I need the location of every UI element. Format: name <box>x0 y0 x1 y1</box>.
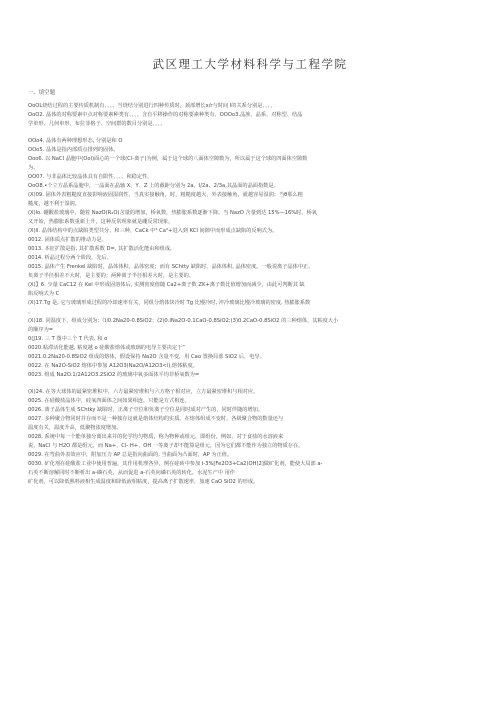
section-heading: 一、填空题 <box>28 90 55 96</box>
text-line: OO07. 与非晶体比较晶体具有自限性、、、、和稳定性。 <box>28 174 153 180</box>
text-line: 0028. 系统中每一个能单独分离出来并的化学均匀物质，称为物种或组元，即组份。例如，对于食盐的水溶液来 <box>28 434 284 440</box>
text-line: 0027. 多种聚合物同时并存而不是一种独存这就是熔体结构的实质。在熔体组成不变时，各级聚合物的数量还与 <box>28 416 284 422</box>
text-line: 陷反响式为 C <box>28 291 60 297</box>
text-line: 为。 <box>28 165 39 171</box>
text-line: 0015. 晶体产生 Frenkel 缺陷时，晶体体积，晶体密度；而有 SChtty 缺陷时，晶体体积, 晶体密度。一般说离子晶体中正、 <box>28 264 314 270</box>
text-line: 。 <box>28 309 34 315</box>
text-line: (X)】6. 少量 CaC12 在 Kel 中形成固溶体后, 实测密度值随 Ca2+离子数 ZK+离子数比值增加而减少，由此可判断其 缺 <box>28 282 305 288</box>
text-line: 0030. 矿化剂在硅酸盐工业中使用普遍，其作用机理各异，例在硅砖中参加 I-3%[Fe2O3+Ca2(OH)2]做矿化剂，能使大局部 a- <box>28 461 323 467</box>
text-line: 又开始，热膨胀系数重新上升，这种反常现象就是硼反常现象。 <box>28 219 174 225</box>
text-line: 0029. 在弯曲外表效应中，附加压力 AP 总是指向曲面的, 当曲面为凸面时，AP 为正值。 <box>28 452 233 458</box>
text-line: OOo4. 晶体有两种理想形态, 分别是和 O <box>28 138 123 144</box>
text-line: OoOL烧结过程的主要传质机制有、、、、当烧结分别进行四种传质时，颈部增长x/r与时间 I的关系分别是、、、、 <box>28 103 276 109</box>
text-line: OoO2. 晶体的对称要素中点对称要素种类有、、、、含有平移操作的对称要素种类有、OOOo3.晶族、晶系、对称型、结晶 <box>28 112 303 118</box>
paragraph-gap <box>28 380 472 388</box>
text-line: 0014. 析晶过程分两个阶段，先后。 <box>28 255 112 261</box>
text-line: 0(J19. 三 T 图中三个 T 代表, 和 o <box>28 336 108 342</box>
text-line: 温度有关，温度升高，低聚物浓度增加。 <box>28 425 122 431</box>
text-line: (X)lo. 硼酸盐玻璃中，随着 NazO(R₂O)含量的增加，桥氧数，热膨胀系数逐渐下降。当 NazO 含量到达 15%—16%时，桥氧 <box>28 210 317 216</box>
text-line: Ooo6. 以 NaCI 晶胞中(Ool)面心的一个球(Cl-离子)为例，属于这个球的八面体空隙数为，所以属于这个球的四面体空隙数 <box>28 156 308 162</box>
text-line: (X)18. 同温度下，组成分别为：⑴0.2Na20-0.8SiO2；(2)0.INa2O-0.1CaO-0.8SiO2;(3)0.2CaO-0.8SiO2 的三种熔体，其粘度大小 <box>28 318 339 324</box>
text-line: 说，NaCl 与 H2O 都是组元，而 Na+、Cl- H+、OH 一等离子却不能算是组元，因为它们都不能作为独立的物质存在。 <box>28 443 304 449</box>
text-line: 0021.0.2Na20-0.8SiO2 组成的熔体，假设保持 Na2O 含量不变，用 Cao 置换局部 SiO2 后，电导。 <box>28 354 265 360</box>
text-line: (X)24. 在等大球体的最紧密堆积中，六方最紧密堆积与六方格子相对应，立方最紧密堆积与相对应。 <box>28 389 259 395</box>
text-line: 糙度，越不利于湿润。 <box>28 201 80 207</box>
text-line: 0022. 在 Na2O-SiO2 熔体中参加 A12O3(Na2O/A12O3<l),熔体粘度。 <box>28 363 198 369</box>
text-line: (X)17.Tg 是, 它与玻璃形成过程的冷却速率有关，同组分熔体快冷时 Tg 比慢冷时, 淬冷玻璃比慢冷玻璃的密度, 热膨胀系数 <box>28 300 311 306</box>
text-line: 学单形、几何单形、布拉菲格子、空间群的数目分别是、、、、 <box>28 121 166 127</box>
text-line: OoO8.•个立方晶系晶胞中，一晶面在晶轴 X、Y、Z 上的截距分别为 2a、I/2a、2/3a,其晶面的晶面指数是。 <box>28 183 279 189</box>
text-line: 0013. 本征扩散是指, 其扩散系数 D=, 其扩散活化能由和组成。 <box>28 246 176 252</box>
text-line: 石英不断溶解同时不断析出 a-磷石英，从而促进 a-石英向磷石英的转化。水泥生产中 用作 <box>28 470 235 476</box>
text-line: 的顺序为= <box>28 327 54 333</box>
text-line: 0020.粘滞活化能越, 粘度越 o 硅酸盐熔体或玻璃的电导主要决定于“ <box>28 345 185 351</box>
text-line: 矿化剂，可以降低熟料液相生成温度和降低液相粘度，提高离子扩散速率，加速 CaO SiO2 的形成。 <box>28 479 259 485</box>
document-title: 武区理工大学材料科学与工程学院 <box>152 57 348 71</box>
text-line: OOo5. 晶体是指内部质点排列的固体。 <box>28 147 119 153</box>
text-line: 0025. 在硅酸盐晶体中，硅氧四面体之间如果相连，只能是方式相连。 <box>28 398 190 404</box>
paragraph-gap <box>28 129 472 137</box>
text-line: (X)ll. 晶体结构中的点缺陷类型共分、和三种，CaCk 中¹ Ca²+进入到 KCI 间隙中而形成点缺陷的反响式为。 <box>28 228 278 234</box>
text-line: 0026. 离子晶体生成 SChtky 缺陷时，正离子空位和负离子空位是同时成对产生的，同时伴随的增加。 <box>28 407 264 413</box>
text-line: 0023. 组成 Na2O.1/2A12O3.2SiO2 的玻璃中氧多面体平均非桥氧数为= <box>28 372 200 378</box>
document-body <box>28 102 472 487</box>
text-line: 负离子半径相差不大时，是主要的；两种离子半径相差大时，是主要的。 <box>28 273 195 279</box>
text-line: 0012. 固体质点扩散的推动力是。 <box>28 237 107 243</box>
text-line: (X)09. 固体外表粗糙度直接影响液固湿润性，当真实接触角，时，粗糙度越大，外表接触角，就越容易湿润；当θ那么粗 <box>28 192 303 198</box>
